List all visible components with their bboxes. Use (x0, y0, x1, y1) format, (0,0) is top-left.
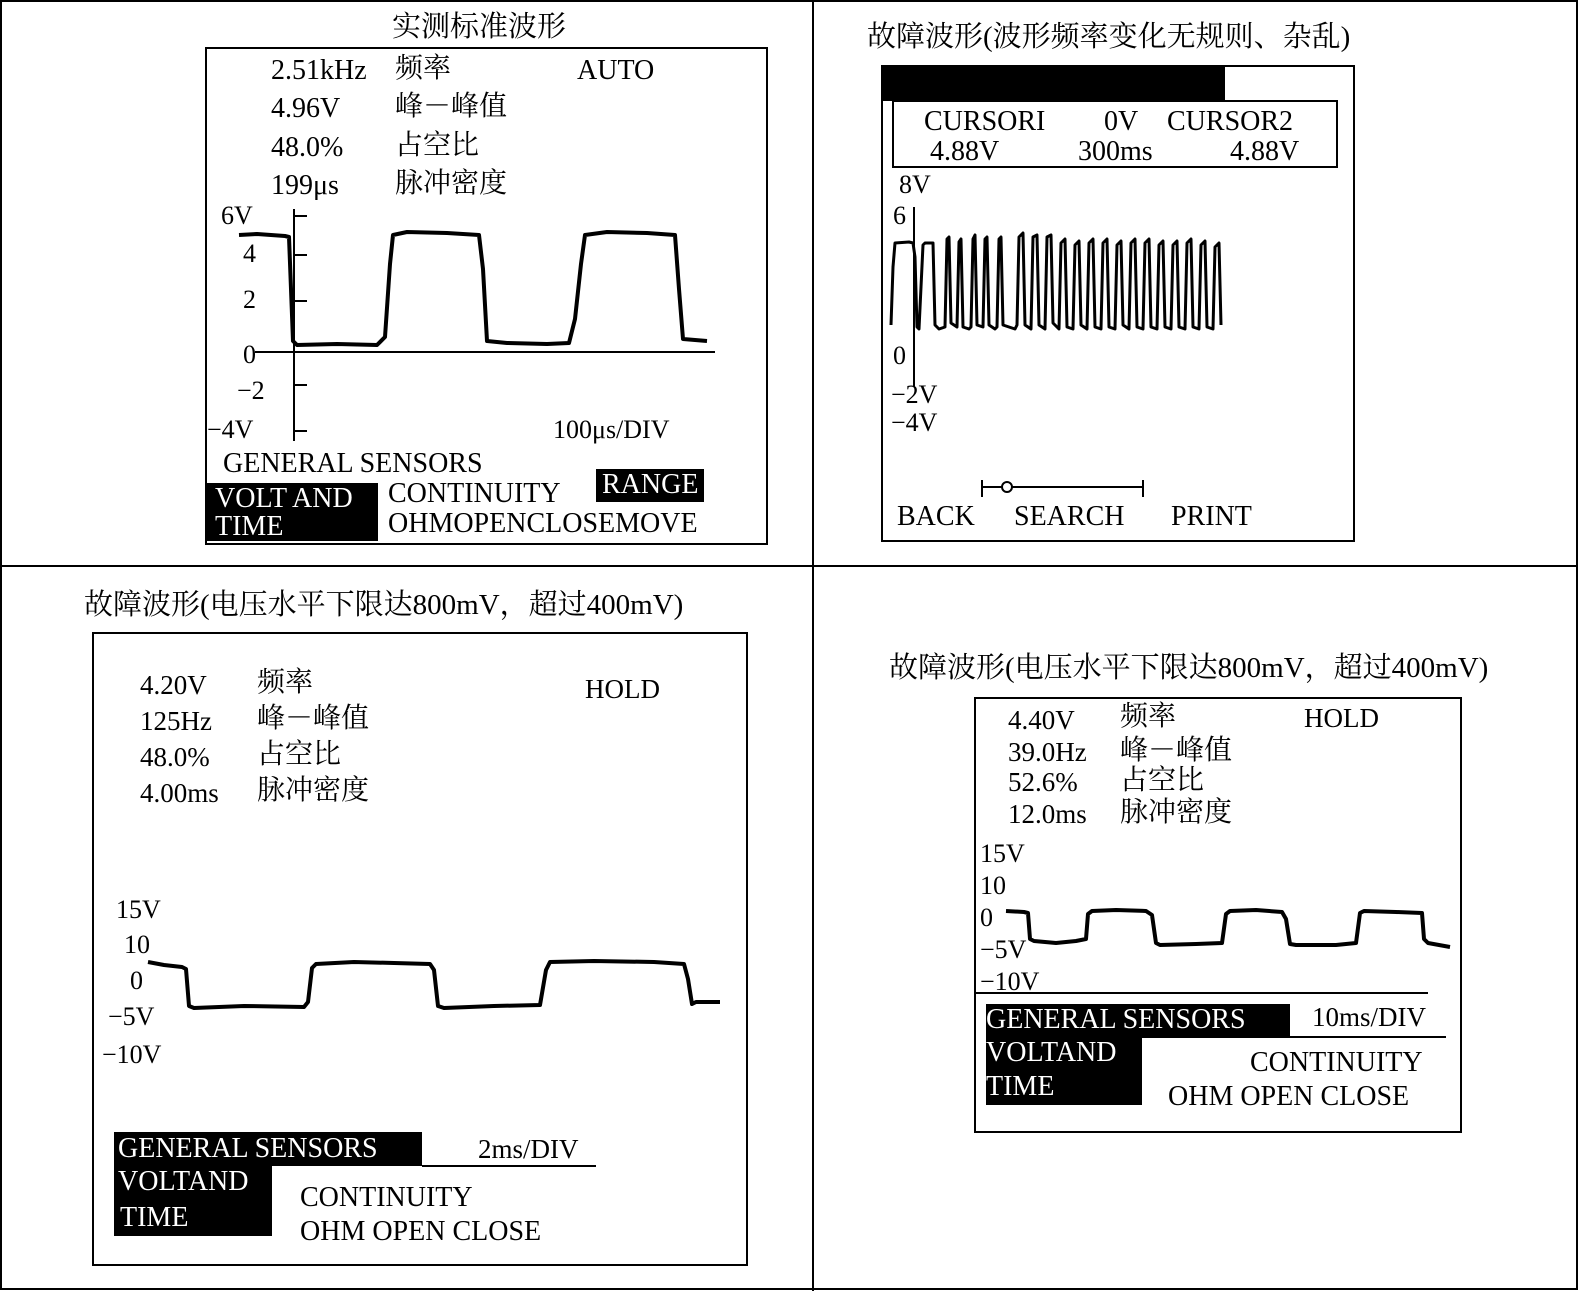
panel2-ytick: −4V (891, 408, 938, 437)
volt-and-time-line2: TIME (986, 1071, 1055, 1102)
panel1-readout-value-4: 199μs (271, 170, 339, 201)
cursor2-label: CURSOR2 (1167, 106, 1294, 137)
panel1-readout-value-3: 48.0% (271, 132, 344, 163)
range-button[interactable]: RANGE (596, 469, 704, 502)
panel3-ytick: 15V (116, 895, 161, 924)
volt-and-time-button[interactable] (207, 483, 378, 541)
panel1-menu-title: GENERAL SENSORS (223, 448, 483, 479)
panel3-readout-label-3: 占空比 (257, 739, 342, 770)
panel1-scope-screen (205, 47, 768, 545)
panel3-ytick: 0 (130, 966, 143, 995)
panel1-readout-label-1: 频率 (395, 53, 452, 84)
panel1-readout-value-1: 2.51kHz (271, 55, 367, 86)
panel1-ytick: 4 (243, 239, 256, 268)
volt-and-time-line2: TIME (120, 1202, 189, 1233)
panel4-menu-title: GENERAL SENSORS (986, 1004, 1246, 1035)
panel4-readout-value-4: 12.0ms (1008, 799, 1087, 829)
volt-and-time-line1: VOLT AND (215, 483, 353, 514)
volt-and-time-line2: TIME (215, 511, 284, 542)
panel4-readout-value-1: 4.40V (1008, 705, 1075, 735)
panel4-timebase: 10ms/DIV (1312, 1002, 1426, 1032)
panel3-readout-value-1: 4.20V (140, 670, 207, 700)
panel3-menu-title: GENERAL SENSORS (118, 1133, 378, 1164)
volt-and-time-button[interactable] (986, 1037, 1142, 1105)
panel2-ytick: −2V (891, 380, 938, 409)
panel1-ytick: 6V (221, 201, 253, 230)
panel1-readout-label-3: 占空比 (395, 130, 480, 161)
cursor2-value: 4.88V (1230, 136, 1300, 167)
cursor-delta-v: 0V (1104, 106, 1139, 137)
panel1-ytick: 0 (243, 340, 256, 369)
panel3-readout-label-2: 峰－峰值 (257, 703, 370, 734)
panel1-ytick: 2 (243, 285, 256, 314)
panel2-scope-screen (881, 65, 1355, 542)
panel4-ytick: 15V (980, 839, 1025, 868)
panel4-scope-screen (974, 697, 1462, 1133)
search-slider-handle[interactable] (1002, 482, 1012, 492)
panel3-ytick: −10V (102, 1040, 162, 1069)
panel3-caption: 故障波形(电压水平下限达800mV，超过400mV) (84, 589, 684, 621)
cursor-time: 300ms (1078, 136, 1153, 167)
panel1-ytick: −4V (207, 415, 254, 444)
panel3-readout-value-2: 125Hz (140, 706, 212, 736)
panel3-scope-screen (92, 632, 748, 1266)
panel4-ytick: 10 (980, 871, 1006, 900)
panel1-waveform (239, 232, 707, 345)
panel3-ytick: −5V (108, 1002, 155, 1031)
panel3-readout-label-4: 脉冲密度 (257, 775, 370, 806)
continuity-option[interactable]: CONTINUITY (1250, 1047, 1423, 1078)
panel4-ytick: −5V (980, 935, 1027, 964)
panel1-timebase: 100μs/DIV (553, 415, 670, 444)
print-button[interactable]: PRINT (1171, 501, 1252, 532)
panel4-readout-label-1: 频率 (1120, 701, 1177, 732)
panel1-mode: AUTO (577, 55, 655, 86)
cursor1-value: 4.88V (930, 136, 1000, 167)
panel4-mode: HOLD (1304, 703, 1379, 733)
panel3-ytick: 10 (124, 930, 150, 959)
volt-and-time-button[interactable] (114, 1166, 272, 1236)
ohm-open-close-option[interactable]: OHM OPEN CLOSE (300, 1216, 542, 1247)
panel3-timebase: 2ms/DIV (478, 1134, 579, 1164)
continuity-option[interactable]: CONTINUITY (300, 1182, 473, 1213)
ohm-open-close-option[interactable]: OHM OPEN CLOSE (1168, 1081, 1410, 1112)
panel1-ytick: −2 (237, 376, 265, 405)
panel3-mode: HOLD (585, 674, 660, 704)
continuity-option[interactable]: CONTINUITY (388, 478, 561, 509)
panel2-ytick: 8V (899, 170, 931, 199)
volt-and-time-line1: VOLTAND (118, 1166, 249, 1197)
panel4-readout-label-4: 脉冲密度 (1120, 797, 1233, 828)
panel4-readout-label-2: 峰－峰值 (1120, 735, 1233, 766)
panel2-ytick: 6 (893, 201, 906, 230)
back-button[interactable]: BACK (897, 501, 975, 532)
cursor1-label: CURSORI (924, 106, 1046, 137)
panel2-ytick: 0 (893, 341, 906, 370)
panel3-readout-value-4: 4.00ms (140, 778, 219, 808)
search-button[interactable]: SEARCH (1014, 501, 1125, 532)
panel4-readout-value-3: 52.6% (1008, 767, 1078, 797)
panel4-readout-label-3: 占空比 (1120, 765, 1205, 796)
search-slider[interactable] (883, 67, 1353, 540)
volt-and-time-line1: VOLTAND (986, 1037, 1117, 1068)
panel2-caption: 故障波形(波形频率变化无规则、杂乱) (867, 21, 1351, 53)
panel1-readout-label-2: 峰－峰值 (395, 91, 508, 122)
panel4-ytick: −10V (980, 967, 1040, 996)
ohm-open-close-move-option[interactable]: OHMOPENCLOSEMOVE (388, 508, 698, 539)
panel4-ytick: 0 (980, 903, 993, 932)
panel1-readout-label-4: 脉冲密度 (395, 168, 508, 199)
panel4-caption: 故障波形(电压水平下限达800mV，超过400mV) (889, 652, 1489, 684)
panel3-readout-label-1: 频率 (257, 667, 314, 698)
panel4-readout-value-2: 39.0Hz (1008, 737, 1087, 767)
panel1-readout-value-2: 4.96V (271, 93, 341, 124)
panel1-caption: 实测标准波形 (392, 11, 567, 43)
panel3-readout-value-3: 48.0% (140, 742, 210, 772)
